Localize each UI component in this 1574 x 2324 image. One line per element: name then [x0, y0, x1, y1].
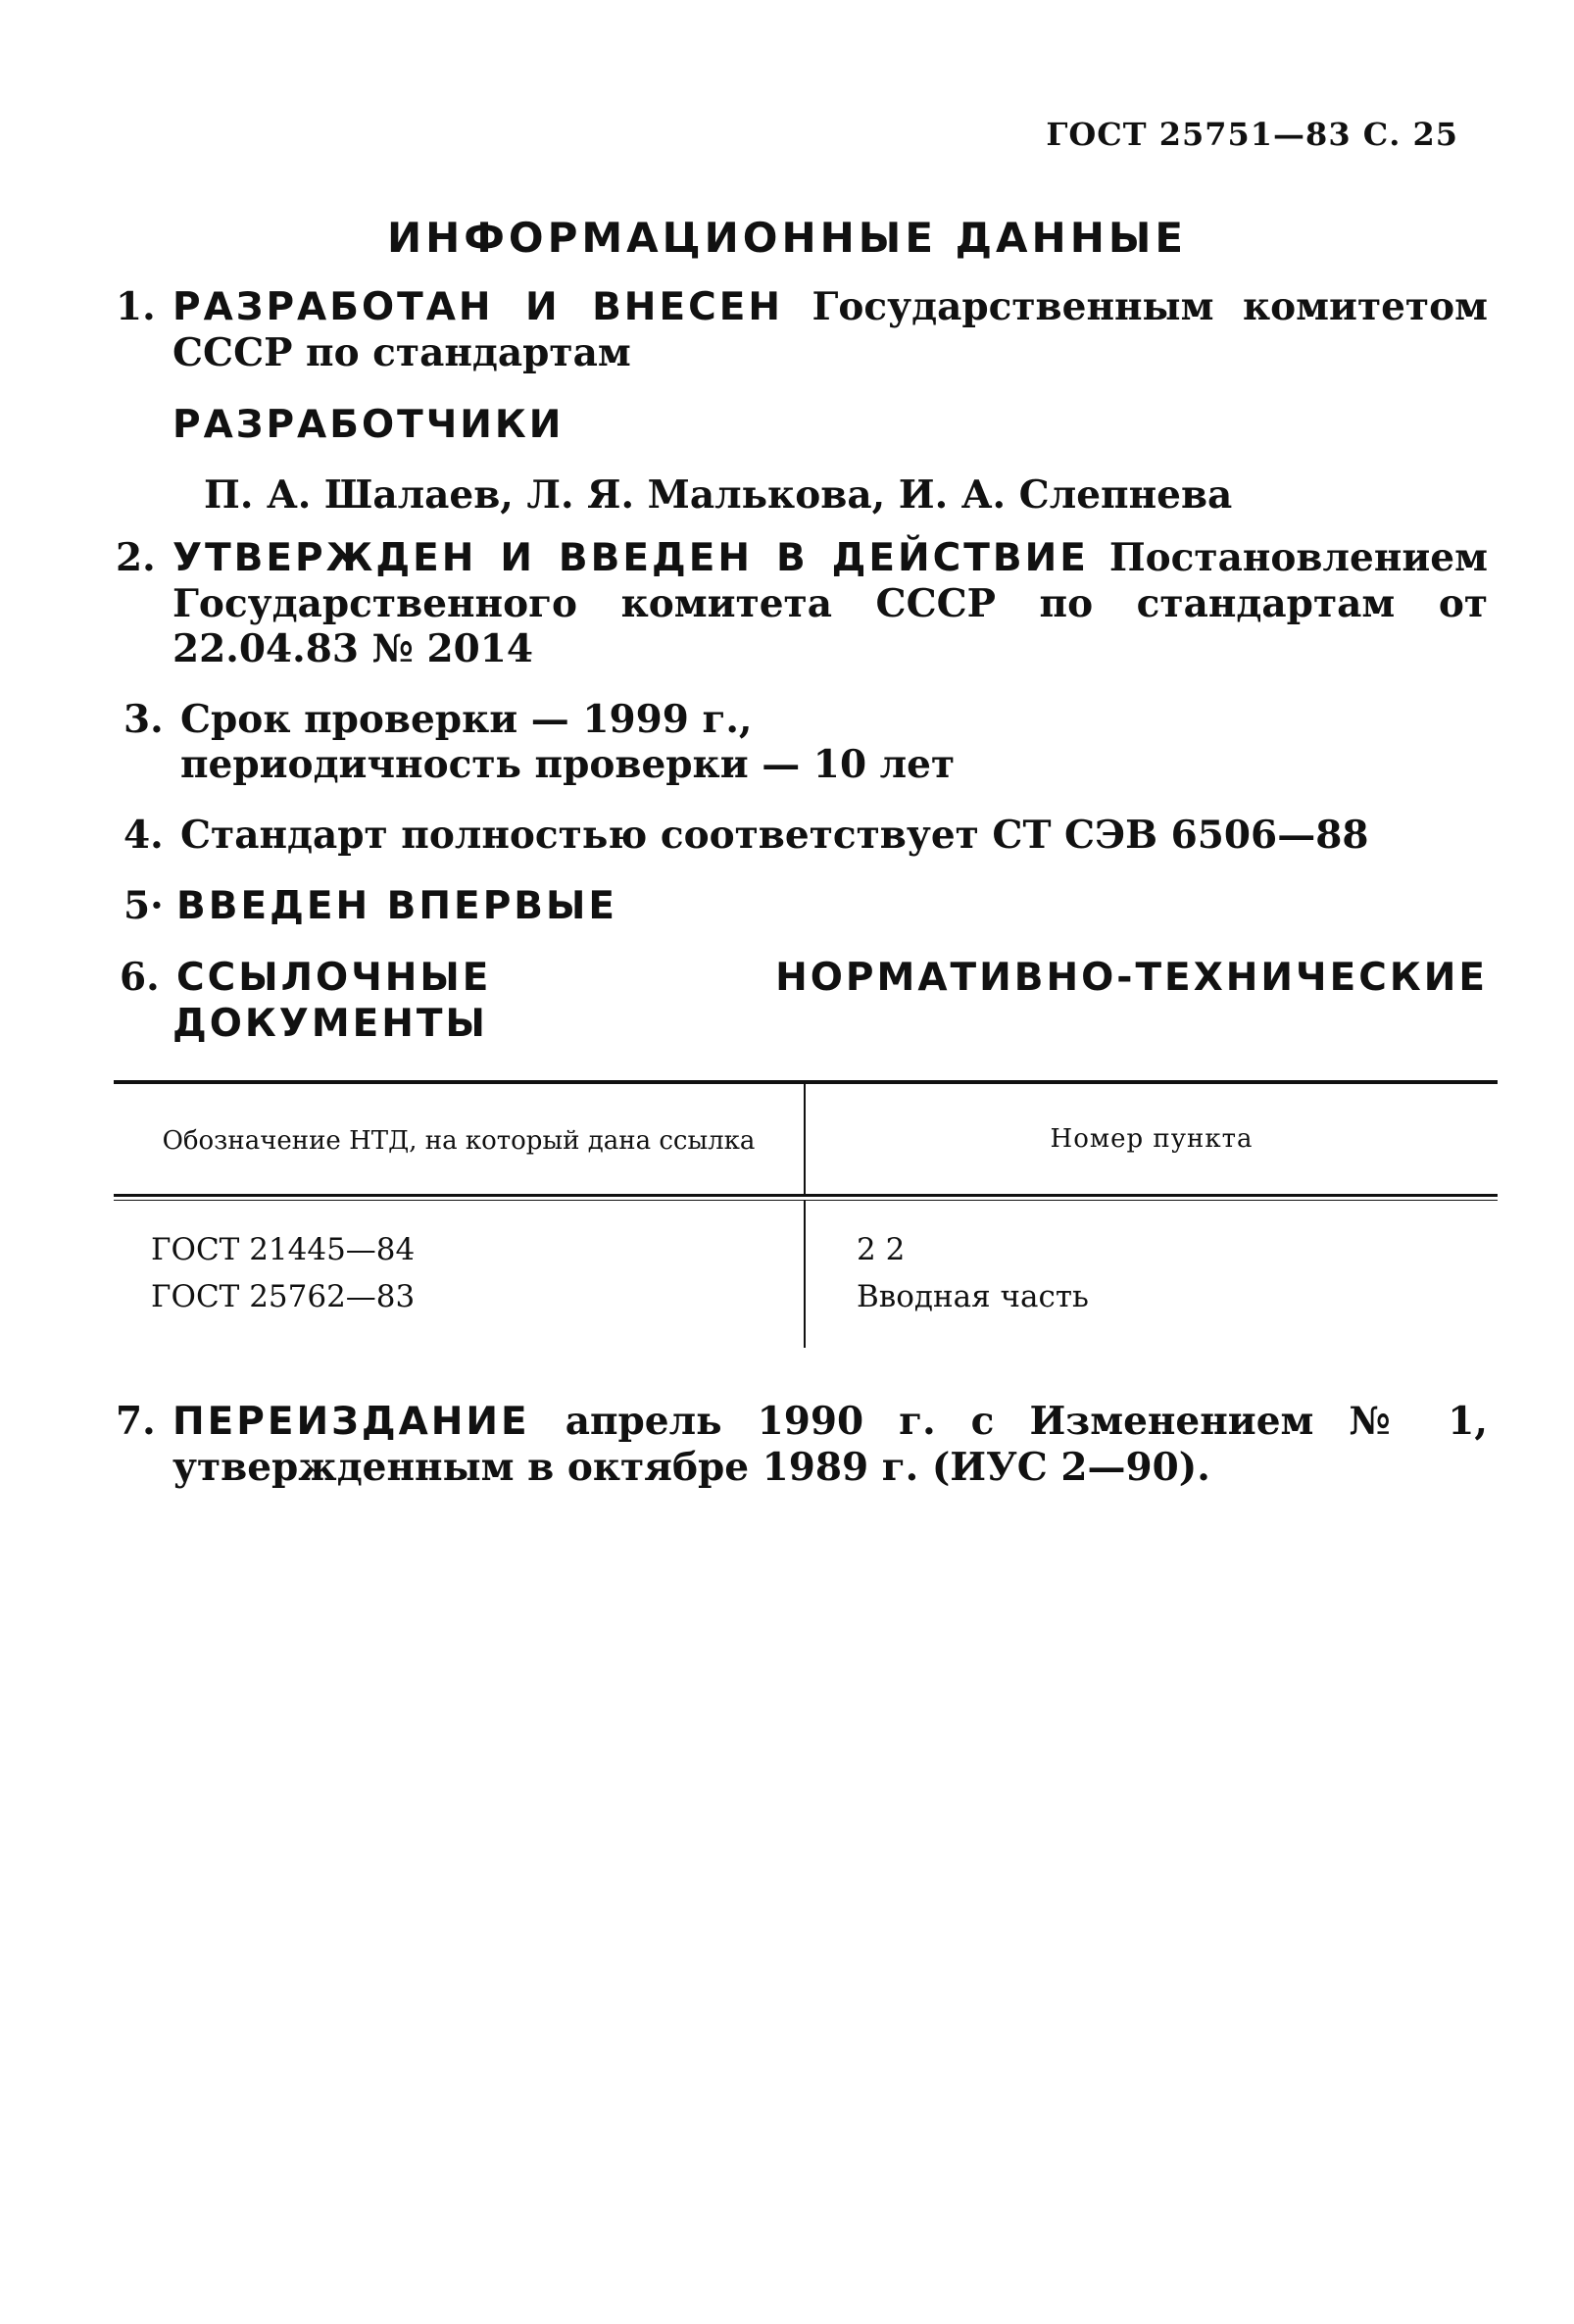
item-lead: РАЗРАБОТАН И ВНЕСЕН — [172, 285, 783, 329]
table-header-row — [114, 1084, 1498, 1194]
item-lead: ПЕРЕИЗДАНИЕ — [172, 1400, 530, 1444]
table-header-rule — [114, 1194, 1498, 1201]
table-body — [114, 1201, 1498, 1348]
item-2 — [116, 535, 1488, 671]
developers-names: П. А. Шалаев, Л. Я. Малькова, И. А. Слепнева — [204, 472, 1233, 518]
table-cell: Вводная часть — [857, 1279, 1089, 1314]
table-header-designation: Обозначение НТД, на который дана ссылка — [114, 1084, 806, 1194]
item-6 — [116, 955, 1488, 1047]
item-text-line: периодичность проверки — 10 лет — [180, 742, 956, 787]
table-cell: ГОСТ 21445—84 — [151, 1232, 416, 1267]
developers-heading: РАЗРАБОТЧИКИ — [172, 403, 565, 447]
table-cell: ГОСТ 25762—83 — [151, 1279, 416, 1314]
item-number: 1. — [116, 284, 156, 329]
table-cell: 2 2 — [857, 1232, 906, 1267]
item-7 — [116, 1399, 1488, 1490]
item-text: Постановлением Государственного комитета СССР по стандартам от 22.04.83 № 2014 — [172, 535, 1488, 671]
reference-table — [114, 1080, 1498, 1348]
item-number: 5· — [123, 883, 164, 928]
table-column-clause — [806, 1201, 1498, 1348]
item-lead: ВВЕДЕН ВПЕРВЫЕ — [176, 884, 618, 928]
item-5 — [116, 883, 1488, 929]
item-number: 7. — [116, 1399, 156, 1444]
item-number: 4. — [123, 813, 164, 858]
item-number: 2. — [116, 535, 156, 580]
item-lead: ССЫЛОЧНЫЕ НОРМАТИВНО-ТЕХНИЧЕСКИЕ ДОКУМЕНТЫ — [172, 956, 1488, 1046]
table-column-designation — [114, 1201, 806, 1348]
item-text: апрель 1990 г. с Изменением № 1, утвержденным в октябре 1989 г. (ИУС 2—90). — [172, 1399, 1488, 1490]
page-header: ГОСТ 25751—83 С. 25 — [1046, 116, 1458, 153]
item-text: Стандарт полностью соответствует СТ СЭВ 6506—88 — [180, 813, 1369, 858]
item-1 — [116, 284, 1488, 375]
table-header-clause: Номер пункта — [1050, 1124, 1254, 1154]
document-body — [116, 284, 1488, 1490]
item-number: 6. — [120, 955, 160, 1000]
document-title: ИНФОРМАЦИОННЫЕ ДАННЫЕ — [386, 214, 1188, 262]
item-text: Государственным комитетом СССР по стандартам — [172, 284, 1488, 375]
item-4 — [116, 813, 1488, 858]
item-3 — [116, 697, 1488, 787]
item-number: 3. — [123, 697, 164, 742]
item-lead: УТВЕРЖДЕН И ВВЕДЕН В ДЕЙСТВИЕ — [172, 536, 1089, 580]
item-text-line: Срок проверки — 1999 г., — [180, 697, 753, 742]
